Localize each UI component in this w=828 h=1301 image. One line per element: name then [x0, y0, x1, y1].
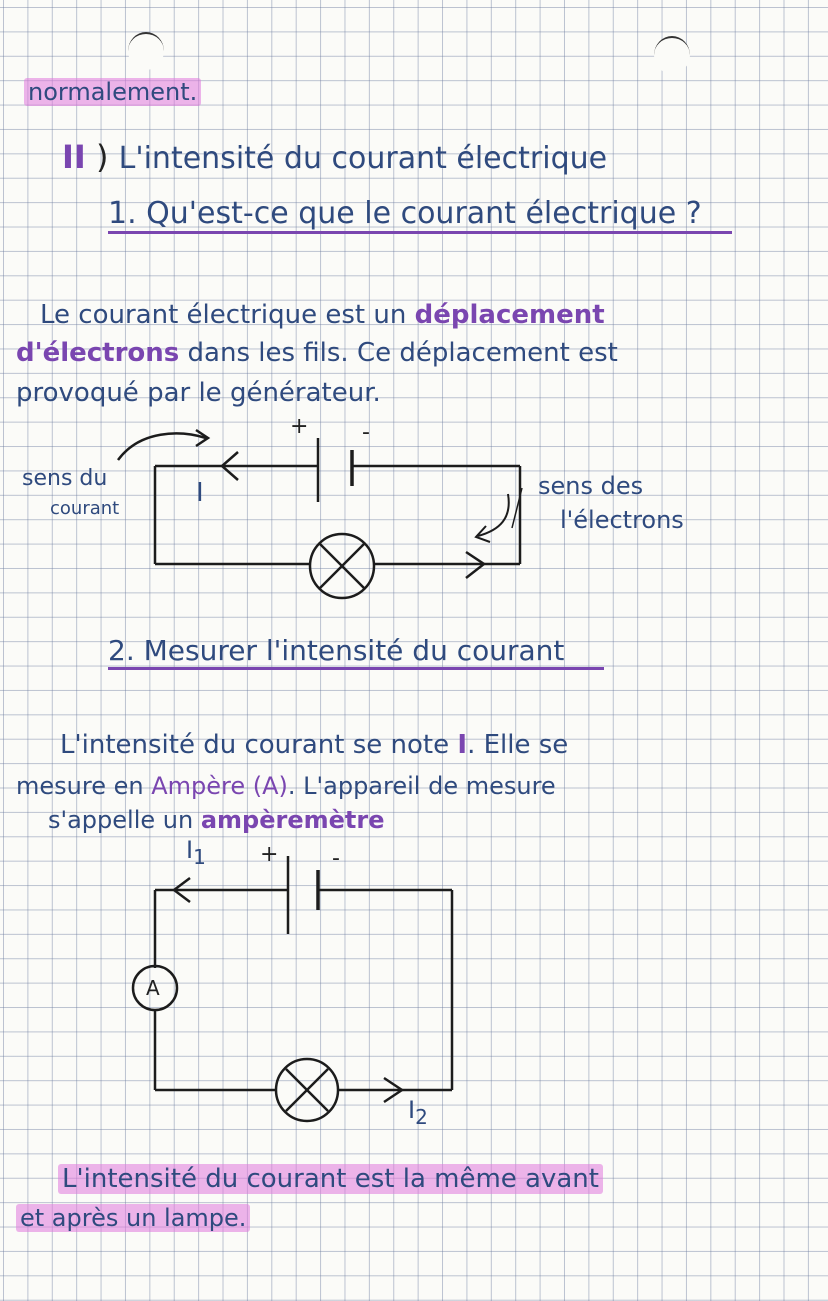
paragraph1-line3-text: provoqué par le générateur.: [16, 378, 381, 408]
paragraph1-line3: [16, 378, 381, 408]
conclusion-line1: [58, 1164, 603, 1194]
I1-symbol: I: [186, 836, 194, 864]
label-electron-dir-2: l'électrons: [560, 506, 684, 534]
section-title: [62, 138, 607, 176]
I2-symbol: I: [408, 1096, 416, 1124]
subsection2-heading: [108, 634, 604, 670]
paragraph2-symbol-I: I: [457, 730, 468, 760]
paragraph2-unit-ampere: Ampère (A): [151, 772, 288, 800]
subsection1-title: Qu'est-ce que le courant électrique ?: [146, 196, 702, 231]
paragraph2-line1-text: L'intensité du courant se note: [60, 730, 450, 760]
diagram2-I1: [186, 836, 206, 869]
paragraph2-line3: [48, 806, 385, 834]
intro-text: normalement.: [24, 78, 201, 106]
conclusion-line2: [16, 1204, 250, 1232]
circuit-diagram-1: [0, 410, 828, 610]
label-current-dir-2: courant: [50, 498, 120, 519]
paragraph2-line1: [60, 730, 568, 760]
paragraph1-line2: [16, 338, 618, 368]
diagram2-I2: [408, 1096, 428, 1129]
paragraph1-line1: [40, 300, 605, 330]
paragraph2-line2-text: mesure en: [16, 772, 144, 800]
circuit-diagram-2: [0, 850, 828, 1130]
section-numeral: II: [62, 138, 86, 176]
paragraph2-line3-text: s'appelle un: [48, 806, 194, 834]
section-title-text: L'intensité du courant électrique: [118, 141, 608, 176]
current-symbol-I: I: [196, 478, 204, 508]
subsection1-heading: [108, 196, 732, 234]
conclusion-text-2: et après un lampe.: [16, 1204, 250, 1232]
label-electron-dir-1: sens des: [538, 472, 644, 500]
diagram2-minus: -: [332, 846, 340, 871]
I1-subscript: 1: [193, 844, 206, 869]
punch-hole-right: [654, 36, 690, 74]
diagram1-minus: -: [362, 420, 370, 445]
diagram1-plus: +: [290, 414, 309, 439]
subsection1-number: 1.: [108, 196, 137, 231]
paragraph1-line2-text: dans les fils. Ce déplacement est: [187, 338, 618, 368]
intro-line: [24, 78, 201, 106]
paragraph2-keyword-amperemetre: ampèremètre: [200, 806, 385, 834]
paragraph2-line2-end: . L'appareil de mesure: [287, 772, 556, 800]
paragraph1-line1-text: Le courant électrique est un: [40, 300, 407, 330]
subsection2-number: 2.: [108, 634, 135, 667]
paragraph1-keyword-electrons: d'électrons: [16, 338, 180, 368]
label-current-dir-1: sens du: [22, 466, 108, 491]
conclusion-text-1: L'intensité du courant est la même avant: [58, 1164, 603, 1194]
punch-hole-left: [128, 32, 164, 70]
diagram2-plus: +: [260, 842, 279, 867]
paragraph1-keyword-deplacement: déplacement: [414, 300, 605, 330]
paragraph2-line2: [16, 772, 556, 800]
ammeter-label: A: [146, 976, 160, 1000]
section-paren: ): [95, 138, 109, 176]
subsection2-title: Mesurer l'intensité du courant: [143, 634, 565, 667]
paragraph2-line1-end: . Elle se: [467, 730, 569, 760]
curved-arrow-current: [118, 433, 206, 460]
I2-subscript: 2: [415, 1104, 428, 1129]
